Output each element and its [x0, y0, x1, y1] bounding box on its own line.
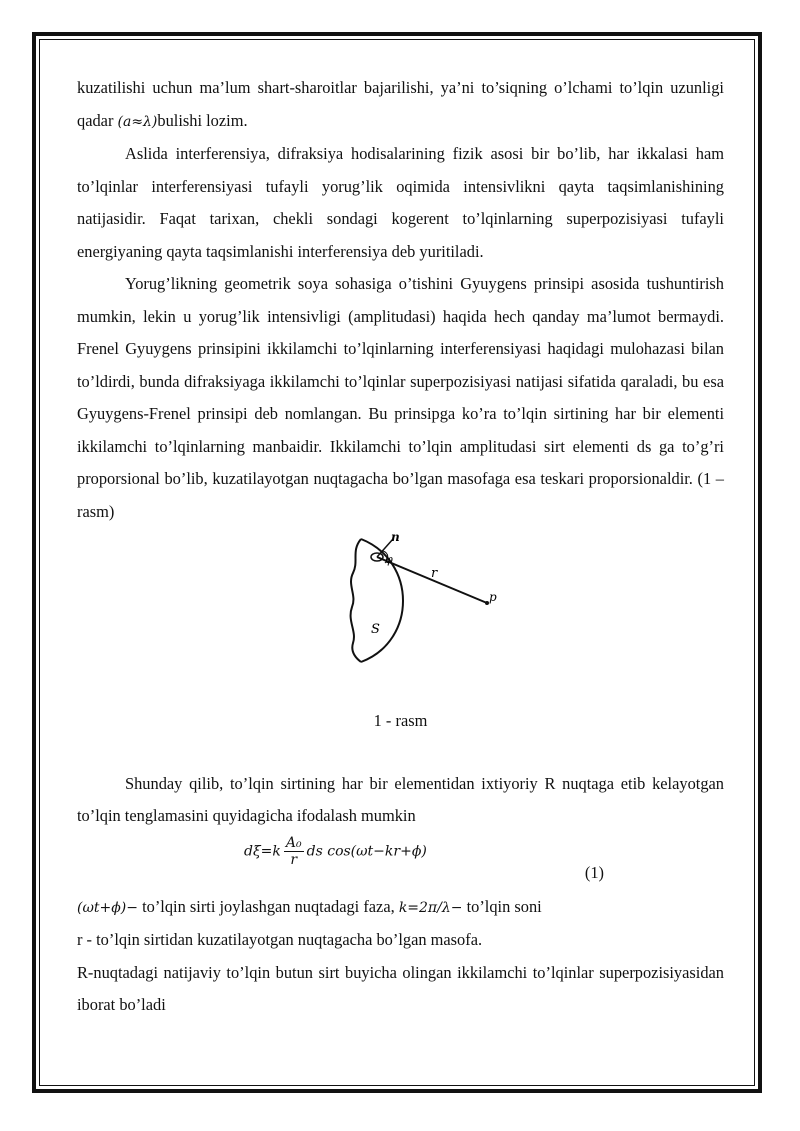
- formula-denominator: r: [290, 851, 298, 868]
- paragraph-3: Yorug’likning geometrik soya sohasiga o’tishini Gyuygens prinsipi asosida tushuntirish mumkin, lekin u yorug’lik intensivligi (amplitudasi) haqida hech qanday ma’lumot bermaydi. Frenel Gyuygens prinsipini ikkilamchi to’lqinlarning interferensiyasi haqidagi mulohazasi bilan to’ldirdi, bunda difraksiyaga ikkilamchi to’lqinlar superpozisiyasi natijasi sifatida qaraladi, bu esa Gyuygens-Frenel prinsipi deb nomlangan. Bu prinsipga ko’ra to’lqin sirtining har bir elementi ikkilamchi to’lqinlarning manbaidir. Ikkilamchi to’lqin amplitudasi sirt elementi ds ga to’g’ri proporsional bo’lib, kuzatilayotgan nuqtagacha bo’lgan masofaga esa teskari proporsionaldir. (1 – rasm): [77, 274, 724, 521]
- paragraph-7: R-nuqtadagi natijaviy to’lqin butun sirt buyicha olingan ikkilamchi to’lqinlar superpozisiyasidan iborat bo’ladi: [77, 962, 724, 1014]
- figure-1: [77, 531, 724, 701]
- paragraph-1-end: bulishi lozim.: [157, 110, 248, 130]
- paragraph-5-text-2: to’lqin soni: [462, 896, 542, 916]
- inline-math-a-lambda: (a≈λ): [117, 113, 158, 130]
- inline-math-phase: (ωt+ϕ)−: [77, 899, 138, 916]
- paragraph-5-text-1: to’lqin sirti joylashgan nuqtadagi faza,: [137, 896, 399, 916]
- label-s: S: [371, 622, 380, 637]
- formula-expression: [244, 835, 427, 868]
- formula-rhs: ds cos(ωt−kr+ϕ): [306, 843, 427, 859]
- formula-1: [77, 833, 724, 891]
- label-p: p: [489, 590, 497, 604]
- huygens-fresnel-diagram: [347, 531, 517, 671]
- wave-surface-arc: [361, 539, 403, 662]
- formula-fraction: [284, 835, 304, 868]
- paragraph-1-text: kuzatilishi uchun ma’lum shart-sharoitlar bajarilishi, ya’ni to’siqning o’lchami to’lqin uzunligi qadar: [77, 78, 724, 130]
- formula-lhs: dξ=k: [244, 843, 281, 859]
- wavefront-curve: [351, 539, 361, 662]
- figure-caption: 1 - rasm: [373, 711, 428, 730]
- formula-numerator: A₀: [285, 834, 302, 851]
- inline-math-wavenumber: k=2π/λ−: [398, 899, 463, 916]
- label-r: r: [431, 566, 438, 581]
- document-body: [77, 72, 724, 1022]
- paragraph-6: r - to’lqin sirtidan kuzatilayotgan nuqtagacha bo’lgan masofa.: [77, 930, 483, 949]
- label-n: n: [391, 531, 400, 544]
- paragraph-5: [77, 891, 724, 925]
- paragraph-4: Shunday qilib, to’lqin sirtining har bir elementidan ixtiyoriy R nuqtaga etib kelayotgan to’lqin tenglamasini quyidagicha ifodalash mumkin: [77, 773, 724, 825]
- label-phi: φ: [385, 553, 393, 566]
- paragraph-1: [77, 72, 724, 138]
- equation-number: (1): [584, 862, 604, 882]
- paragraph-2: Aslida interferensiya, difraksiya hodisalarining fizik asosi bir bo’lib, har ikkalasi ham to’lqinlar interferensiyasi tufayli yorug’lik oqimida intensivlikni qayta taqsimlanishining natijasidir. Faqat tarixan, chekli sondagi kogerent to’lqinlarning superpozisiyasi tufayli energiyaning qayta taqsimlanishi interferensiya deb yuritiladi.: [77, 144, 724, 261]
